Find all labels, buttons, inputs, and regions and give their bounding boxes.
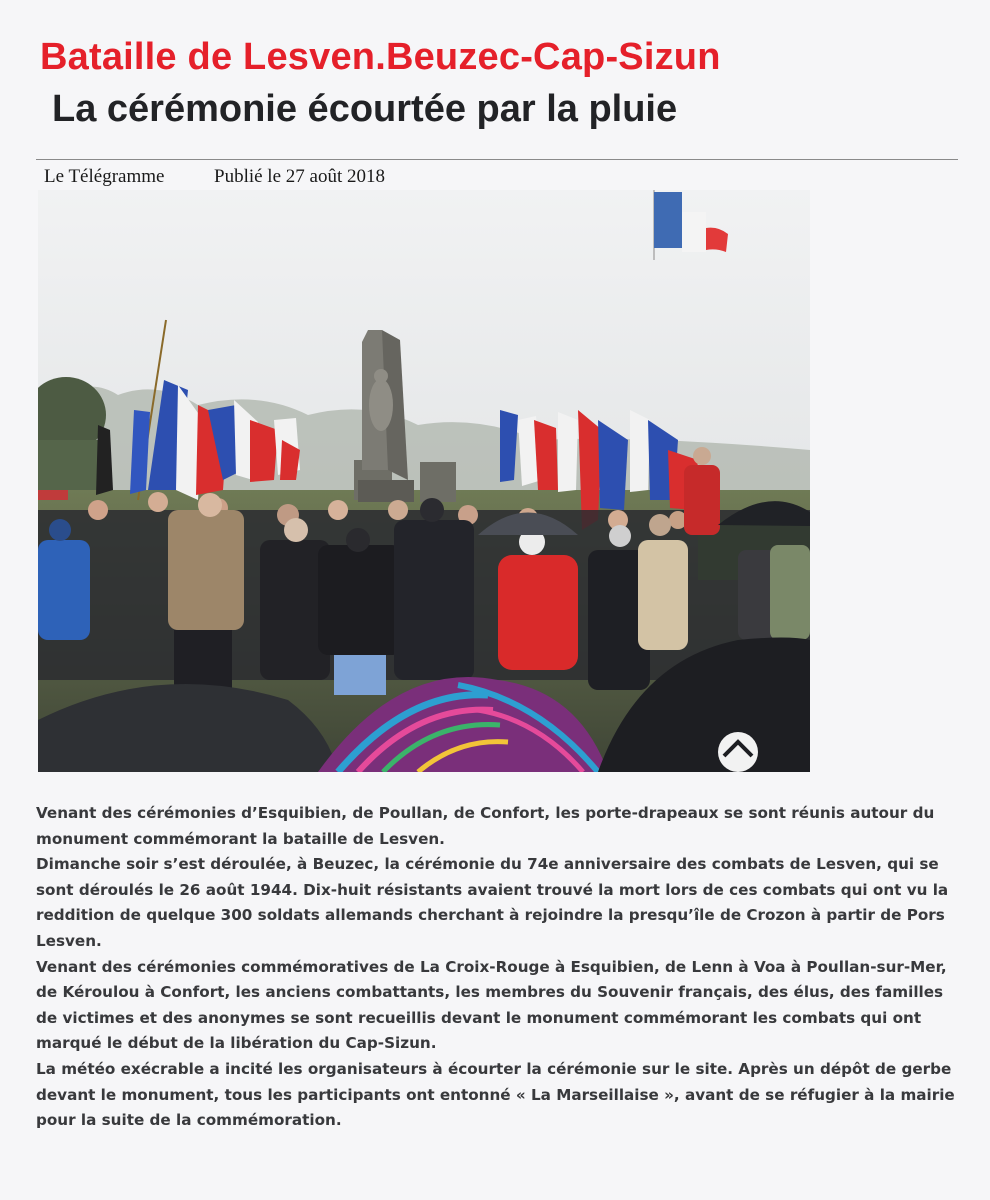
paragraph-2: Dimanche soir s’est déroulée, à Beuzec, la cérémonie du 74e anniversaire des combats de Lesven, qui se sont déroulés le 26 août 1944. Dix-huit résistants avaient trouvé la mort lors de ces combats qui ont vu la reddition de quelque 300 soldats allemands cherchant à rejoindre la presqu’île de Crozon à partir de Pors Lesven. [36, 855, 949, 950]
subheadline: La cérémonie écourtée par la pluie [52, 88, 678, 130]
ceremony-photo [38, 190, 810, 772]
source-name: Le Télégramme [44, 166, 165, 187]
publication-date: Publié le 27 août 2018 [214, 166, 385, 187]
headline: Bataille de Lesven.Beuzec-Cap-Sizun [40, 36, 721, 78]
header-rule [36, 159, 958, 160]
paragraph-3: Venant des cérémonies commémoratives de La Croix-Rouge à Esquibien, de Lenn à Voa à Poullan-sur-Mer, de Kéroulou à Confort, les anciens combattants, les membres du Souvenir français, des élus, des familles de victimes et des anonymes se sont recueillis devant le monument commémorant les combats qui ont marqué le début de la libération du Cap-Sizun. [36, 957, 947, 1053]
paragraph-4: La météo exécrable a incité les organisateurs à écourter la cérémonie sur le site. Après un dépôt de gerbe devant le monument, tous les participants ont entonné « La Marseillaise », avant de se réfugier à la mairie pour la suite de la commémoration. [36, 1059, 955, 1130]
article-body [36, 801, 956, 1134]
paragraph-1: Venant des cérémonies d’Esquibien, de Poullan, de Confort, les porte-drapeaux se sont réunis autour du monument commémorant la bataille de Lesven. [36, 804, 935, 848]
